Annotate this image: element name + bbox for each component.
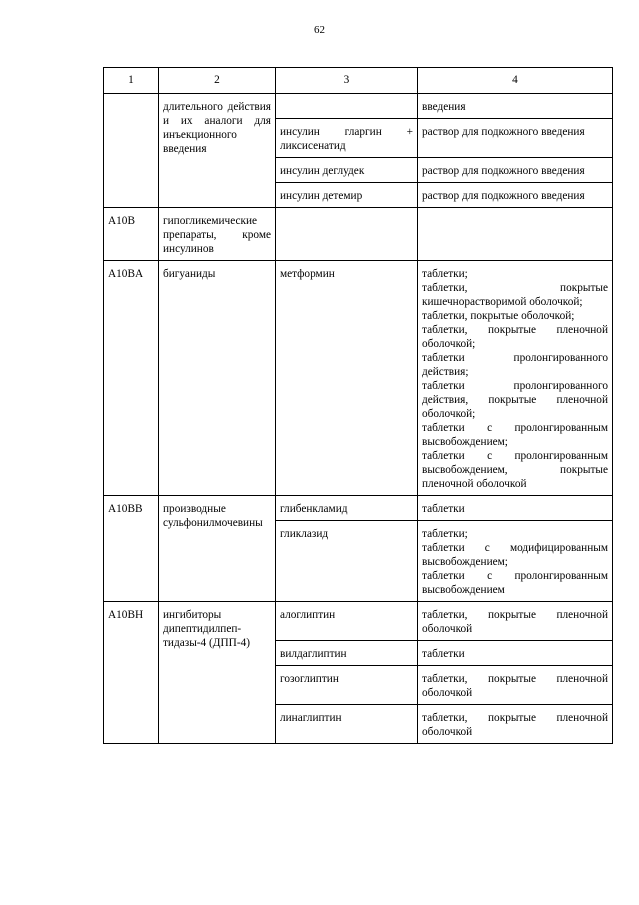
dosage-form-cell xyxy=(418,119,613,158)
drug-name-cell: инсулин деглудек xyxy=(276,158,418,183)
dosage-form-cell xyxy=(418,94,613,119)
dosage-form-cell xyxy=(418,183,613,208)
drug-name-cell: алоглиптин xyxy=(276,602,418,641)
dosage-form-cell xyxy=(418,496,613,521)
table-body xyxy=(104,94,613,744)
dosage-form-line: таблетки, покрытые пленочной оболочкой xyxy=(422,712,608,738)
drug-name-cell: глибенкламид xyxy=(276,496,418,521)
column-header: 1 xyxy=(104,68,159,94)
dosage-form-line: таблетки с пролонгированным высвобождением; xyxy=(422,422,608,448)
dosage-form-line: таблетки, покрытые кишечнорастворимой оболочкой; xyxy=(422,282,608,308)
dosage-form-line: таблетки с пролонгированным высвобождением xyxy=(422,570,608,596)
column-header: 2 xyxy=(159,68,276,94)
drug-name-cell: гозоглиптин xyxy=(276,666,418,705)
drug-group-cell: длительного действия и их аналоги для инъекционного введения xyxy=(159,94,276,208)
dosage-form-line: таблетки пролонгированного действия; xyxy=(422,352,608,378)
dosage-form-line: таблетки; xyxy=(422,268,468,280)
dosage-form-line: таблетки с пролонгированным высвобождением, покрытые пленочной оболочкой xyxy=(422,450,608,490)
dosage-form-line: таблетки xyxy=(422,503,465,515)
column-header: 3 xyxy=(276,68,418,94)
drug-group-cell: производные сульфонилмочевины xyxy=(159,496,276,602)
dosage-form-cell xyxy=(418,261,613,496)
dosage-form-line: таблетки, покрытые пленочной оболочкой xyxy=(422,609,608,635)
atc-code-cell: A10BA xyxy=(104,261,159,496)
dosage-form-line: таблетки, покрытые оболочкой; xyxy=(422,310,575,322)
dosage-form-cell xyxy=(418,666,613,705)
dosage-form-cell xyxy=(418,208,613,261)
dosage-form-line: раствор для подкожного введения xyxy=(422,126,585,138)
dosage-form-line: таблетки, покрытые пленочной оболочкой; xyxy=(422,324,608,350)
dosage-form-line: введения xyxy=(422,101,466,113)
table-row xyxy=(104,94,613,119)
dosage-form-line: таблетки с модифицированным высвобождением; xyxy=(422,542,608,568)
dosage-form-line: таблетки пролонгированного действия, покрытые пленочной оболочкой; xyxy=(422,380,608,420)
atc-code-cell: A10BB xyxy=(104,496,159,602)
drug-table xyxy=(103,67,613,744)
drug-name-cell: инсулин гларгин + ликсисенатид xyxy=(276,119,418,158)
column-header: 4 xyxy=(418,68,613,94)
dosage-form-line: таблетки xyxy=(422,648,465,660)
page-number: 62 xyxy=(314,24,325,36)
drug-name-cell: инсулин детемир xyxy=(276,183,418,208)
drug-name-cell xyxy=(276,208,418,261)
drug-name-cell: метформин xyxy=(276,261,418,496)
drug-name-cell xyxy=(276,94,418,119)
dosage-form-line: раствор для подкожного введения xyxy=(422,190,585,202)
dosage-form-cell xyxy=(418,602,613,641)
dosage-form-cell xyxy=(418,641,613,666)
drug-name-cell: линаглиптин xyxy=(276,705,418,744)
table-header-row xyxy=(104,68,613,94)
table-row xyxy=(104,208,613,261)
atc-code-cell: A10BH xyxy=(104,602,159,744)
dosage-form-cell xyxy=(418,521,613,602)
drug-group-cell: ингибиторы дипептидилпеп-тидазы-4 (ДПП-4) xyxy=(159,602,276,744)
dosage-form-line: таблетки, покрытые пленочной оболочкой xyxy=(422,673,608,699)
drug-name-cell: вилдаглиптин xyxy=(276,641,418,666)
dosage-form-line: раствор для подкожного введения xyxy=(422,165,585,177)
atc-code-cell xyxy=(104,94,159,208)
dosage-form-line: таблетки; xyxy=(422,528,468,540)
drug-group-cell: гипогликемические препараты, кроме инсулинов xyxy=(159,208,276,261)
atc-code-cell: A10B xyxy=(104,208,159,261)
drug-name-cell: гликлазид xyxy=(276,521,418,602)
dosage-form-cell xyxy=(418,705,613,744)
drug-group-cell: бигуаниды xyxy=(159,261,276,496)
table-row xyxy=(104,602,613,641)
table-row xyxy=(104,261,613,496)
table-row xyxy=(104,496,613,521)
dosage-form-cell xyxy=(418,158,613,183)
